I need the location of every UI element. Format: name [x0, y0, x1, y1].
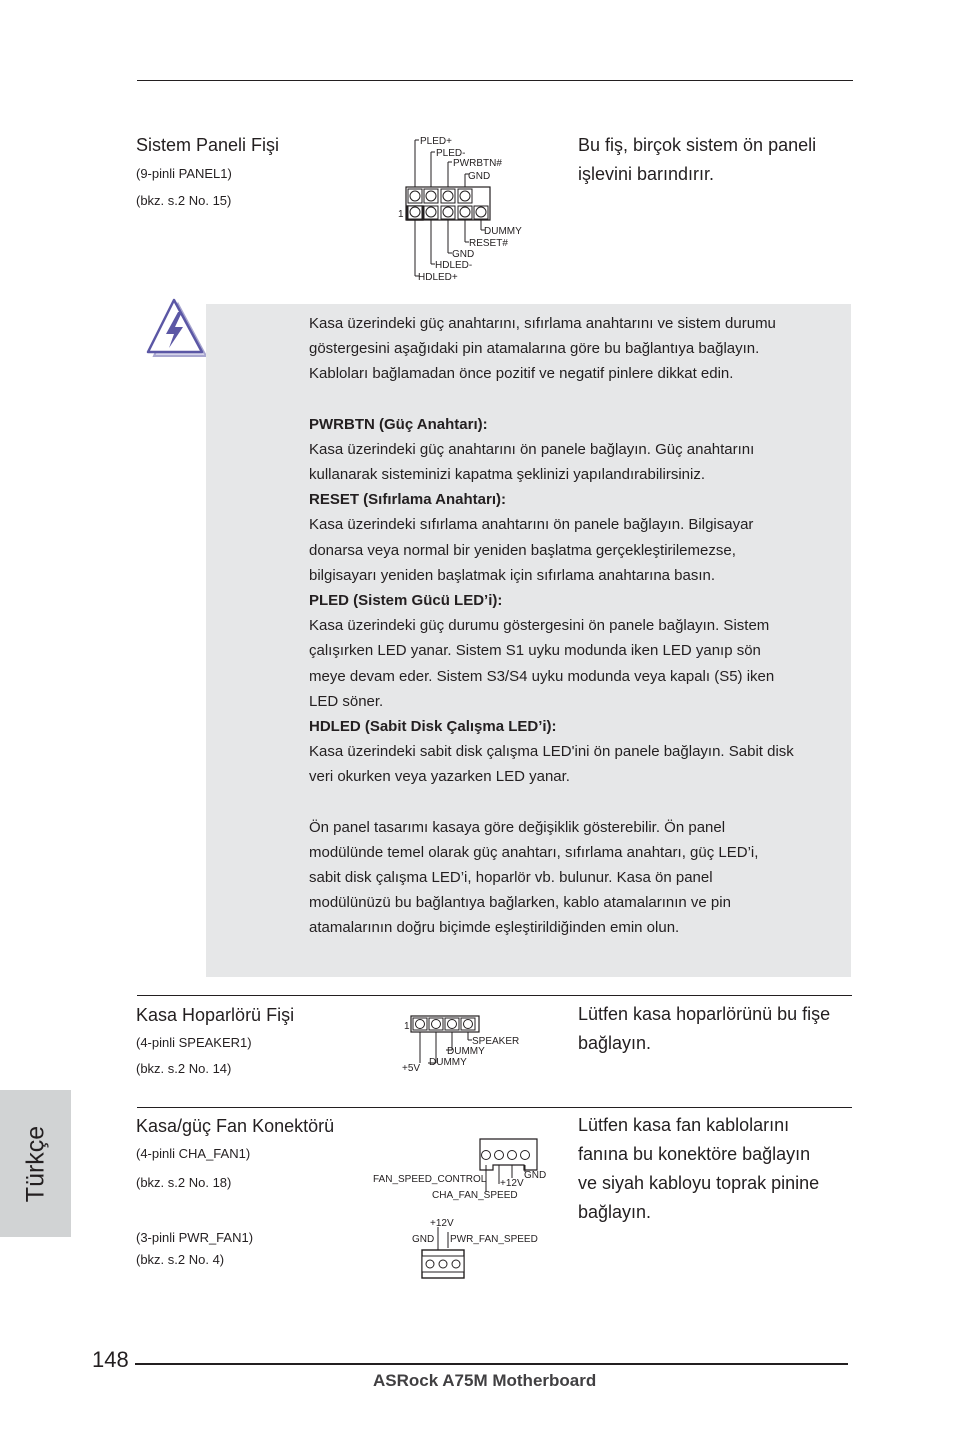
- note-line: Kasa üzerindeki güç anahtarını, sıfırlama anahtarını ve sistem durumu: [309, 315, 776, 332]
- note-line: meye devam eder. Sistem S3/S4 uyku modunda veya kapalı (S5) iken: [309, 667, 775, 685]
- warning-icon: [145, 298, 207, 358]
- label-reset: RESET#: [469, 238, 508, 249]
- note-line: modülünde temel olarak güç anahtarı, sıfırlama anahtarı, güç LED’i,: [309, 843, 759, 861]
- label-plus12v: +12V: [500, 1178, 524, 1189]
- label-pin1: 1: [404, 1021, 410, 1032]
- label-pled-minus: PLED-: [436, 148, 466, 159]
- label-pled-plus: PLED+: [420, 136, 452, 147]
- speaker-header-title: Kasa Hoparlörü Fişi: [136, 1005, 295, 1025]
- label-plus5v: +5V: [402, 1063, 421, 1074]
- speaker-desc-line: Lütfen kasa hoparlörünü bu fişe: [578, 1004, 831, 1024]
- note-line: Kasa üzerindeki sabit disk çalışma LED'ini ön panele bağlayın. Sabit disk: [309, 743, 794, 761]
- label-fan-speed-control: FAN_SPEED_CONTROL: [373, 1174, 487, 1185]
- panel-header-reference: (bkz. s.2 No. 15): [136, 193, 232, 208]
- note-heading-reset: RESET (Sıfırlama Anahtarı):: [309, 491, 506, 509]
- footer-rule: [135, 1363, 848, 1365]
- page-number: 148: [92, 1347, 129, 1372]
- note-heading-pled: PLED (Sistem Gücü LED’i):: [309, 592, 503, 610]
- note-line: veri okurken veya yazarken LED yanar.: [309, 768, 570, 786]
- note-heading-hdled: HDLED (Sabit Disk Çalışma LED’i):: [309, 718, 557, 736]
- label-gnd: GND: [524, 1170, 547, 1181]
- panel-pin-diagram: [395, 130, 535, 285]
- label-dummy: DUMMY: [429, 1057, 467, 1068]
- note-line: göstergesini aşağıdaki pin atamalarına göre bu bağlantıya bağlayın.: [309, 340, 760, 358]
- label-dummy: DUMMY: [484, 226, 522, 237]
- fan-header-description: [578, 1111, 819, 1227]
- panel-header-description: [578, 131, 816, 189]
- label-gnd-top: GND: [468, 171, 491, 182]
- note-line: Ön panel tasarımı kasaya göre değişiklik gösterebilir. Ön panel: [309, 818, 726, 836]
- fan-desc-line: bağlayın.: [578, 1202, 652, 1222]
- label-pwrbtn: PWRBTN#: [453, 158, 502, 169]
- cha-fan-pin-diagram: [370, 1134, 560, 1204]
- speaker-header-description: [578, 1000, 830, 1058]
- footer-product-name: ASRock A75M Motherboard: [373, 1371, 597, 1390]
- panel-desc-line: işlevini barındırır.: [578, 164, 715, 184]
- fan-desc-line: Lütfen kasa fan kablolarını: [578, 1115, 790, 1135]
- fan-desc-line: ve siyah kabloyu toprak pinine: [578, 1173, 820, 1193]
- note-line: kullanarak sisteminizi kapatma şeklinizi yapılandırabilirsiniz.: [309, 466, 705, 484]
- pwr-fan-pin-diagram: [408, 1212, 548, 1284]
- fan-header-pin-info: (4-pinli CHA_FAN1): [136, 1146, 251, 1161]
- note-line: sabit disk çalışma LED’i, hoparlör vb. bulunur. Kasa ön panel: [309, 869, 713, 887]
- panel-header-pin-info: (9-pinli PANEL1): [136, 166, 232, 181]
- pwr-fan-pin-info: (3-pinli PWR_FAN1): [136, 1230, 254, 1245]
- label-speaker: SPEAKER: [472, 1036, 520, 1047]
- label-plus12v: +12V: [430, 1218, 454, 1229]
- note-line: donarsa veya normal bir yeniden başlatma gerçekleştirilemezse,: [309, 541, 736, 559]
- note-line: modülünüzü bu bağlantıya bağlarken, kablo atamalarının ve pin: [309, 894, 731, 912]
- note-heading-pwrbtn: PWRBTN (Güç Anahtarı):: [309, 415, 488, 433]
- panel-header-title: Sistem Paneli Fişi: [136, 135, 280, 155]
- section-divider: [137, 1107, 852, 1108]
- label-dummy: DUMMY: [447, 1046, 485, 1057]
- note-line: Kabloları bağlamadan önce pozitif ve negatif pinlere dikkat edin.: [309, 365, 734, 383]
- speaker-header-pin-info: (4-pinli SPEAKER1): [136, 1035, 252, 1050]
- panel-desc-line: Bu fiş, birçok sistem ön paneli: [578, 135, 817, 155]
- caution-note-text: [309, 311, 857, 941]
- label-hdled-plus: HDLED+: [418, 272, 458, 283]
- fan-header-title: Kasa/güç Fan Konektörü: [136, 1116, 335, 1136]
- speaker-header-reference: (bkz. s.2 No. 14): [136, 1061, 232, 1076]
- label-pwr-fan-speed: PWR_FAN_SPEED: [450, 1234, 538, 1245]
- speaker-desc-line: bağlayın.: [578, 1033, 652, 1053]
- note-line: Kasa üzerindeki güç anahtarını ön panele bağlayın. Güç anahtarını: [309, 440, 755, 458]
- fan-desc-line: fanına bu konektöre bağlayın: [578, 1144, 811, 1164]
- note-line: Kasa üzerindeki güç durumu göstergesini ön panele bağlayın. Sistem: [309, 617, 770, 635]
- label-gnd-bottom: GND: [452, 249, 475, 260]
- language-tab-label: Türkçe: [21, 1125, 49, 1202]
- label-pin1: 1: [398, 209, 404, 220]
- section-divider: [137, 995, 852, 996]
- fan-header-reference: (bkz. s.2 No. 18): [136, 1175, 232, 1190]
- note-line: çalışırken LED yanar. Sistem S1 uyku modunda iken LED yanıp sön: [309, 642, 761, 660]
- speaker-pin-diagram: [398, 1010, 528, 1074]
- note-line: LED söner.: [309, 692, 384, 710]
- pwr-fan-reference: (bkz. s.2 No. 4): [136, 1252, 225, 1267]
- label-cha-fan-speed: CHA_FAN_SPEED: [432, 1190, 518, 1201]
- label-gnd: GND: [412, 1234, 435, 1245]
- note-line: Kasa üzerindeki sıfırlama anahtarını ön panele bağlayın. Bilgisayar: [309, 516, 754, 534]
- language-side-tab: [0, 1090, 71, 1237]
- note-line: bilgisayarı yeniden başlatmak için sıfırlama anahtarına basın.: [309, 566, 716, 584]
- top-rule: [137, 80, 853, 81]
- note-line: atamalarının doğru biçimde eşleştirildiğinden emin olun.: [309, 919, 680, 937]
- label-hdled-minus: HDLED-: [435, 260, 473, 271]
